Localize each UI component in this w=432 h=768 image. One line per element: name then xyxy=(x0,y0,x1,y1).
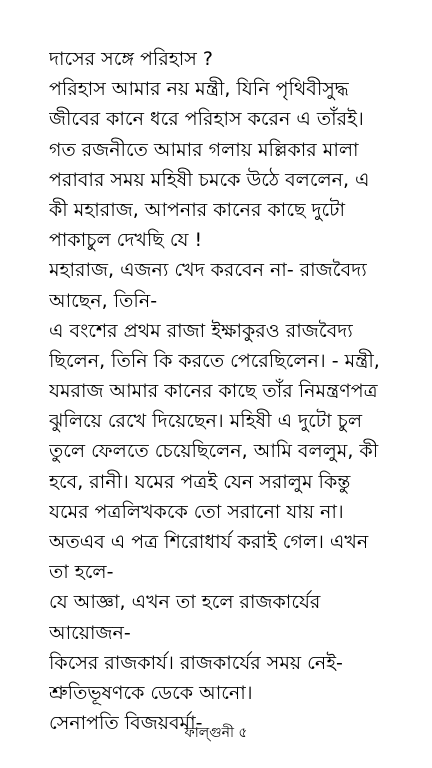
text-line: পরিহাস আমার নয় মন্ত্রী, যিনি পৃথিবীসুদ্ধ xyxy=(49,78,349,101)
text-line: তুলে ফেলতে চেয়েছিলেন, আমি বললুম, কী xyxy=(49,440,379,463)
text-line: জীবের কানে ধরে পরিহাস করেন এ তাঁরই। xyxy=(49,108,364,131)
dialogue-text xyxy=(49,44,395,738)
text-line: এ বংশের প্রথম রাজা ইক্ষাকুরও রাজবৈদ্য xyxy=(49,319,353,342)
text-line: হবে, রানী। যমের পত্রই যেন সরালুম কিন্তু xyxy=(49,470,351,493)
text-line: ছিলেন, তিনি কি করতে পেরেছিলেন। - মন্ত্রী, xyxy=(49,349,380,372)
text-line: পরাবার সময় মহিষী চমকে উঠে বললেন, এ xyxy=(49,168,370,191)
text-line: আয়োজন- xyxy=(49,621,131,644)
text-line: শ্রুতিভূষণকে ডেকে আনো। xyxy=(49,681,253,704)
text-line: অতএব এ পত্র শিরোধার্য করাই গেল। এখন xyxy=(49,531,369,553)
text-line: যে আজ্ঞা, এখন তা হলে রাজকার্যের xyxy=(49,591,321,614)
page-footer: ফাল্গুনী ৫ xyxy=(184,725,248,741)
text-line: মহারাজ, এজন্য খেদ করবেন না- রাজবৈদ্য xyxy=(49,259,367,282)
text-line: দাসের সঙ্গে পরিহাস ? xyxy=(49,48,213,70)
text-line: যমরাজ আমার কানের কাছে তাঁর নিমন্ত্রণপত্র xyxy=(49,380,378,403)
text-line: তা হলে- xyxy=(49,561,114,584)
text-line: কিসের রাজকার্য। রাজকার্যের সময় নেই- xyxy=(49,651,343,674)
text-line: পাকাচুল দেখছি যে ! xyxy=(49,229,203,252)
text-line: কী মহারাজ, আপনার কানের কাছে দুটো xyxy=(49,198,345,221)
text-line: যমের পত্রলিখককে তো সরানো যায় না। xyxy=(49,500,344,523)
text-line: ঝুলিয়ে রেখে দিয়েছেন। মহিষী এ দুটো চুল xyxy=(49,410,363,433)
text-line: গত রজনীতে আমার গলায় মল্লিকার মালা xyxy=(49,138,359,161)
text-line: সেনাপতি বিজয়বর্মা- xyxy=(49,712,203,735)
text-line: আছেন, তিনি- xyxy=(49,289,158,312)
